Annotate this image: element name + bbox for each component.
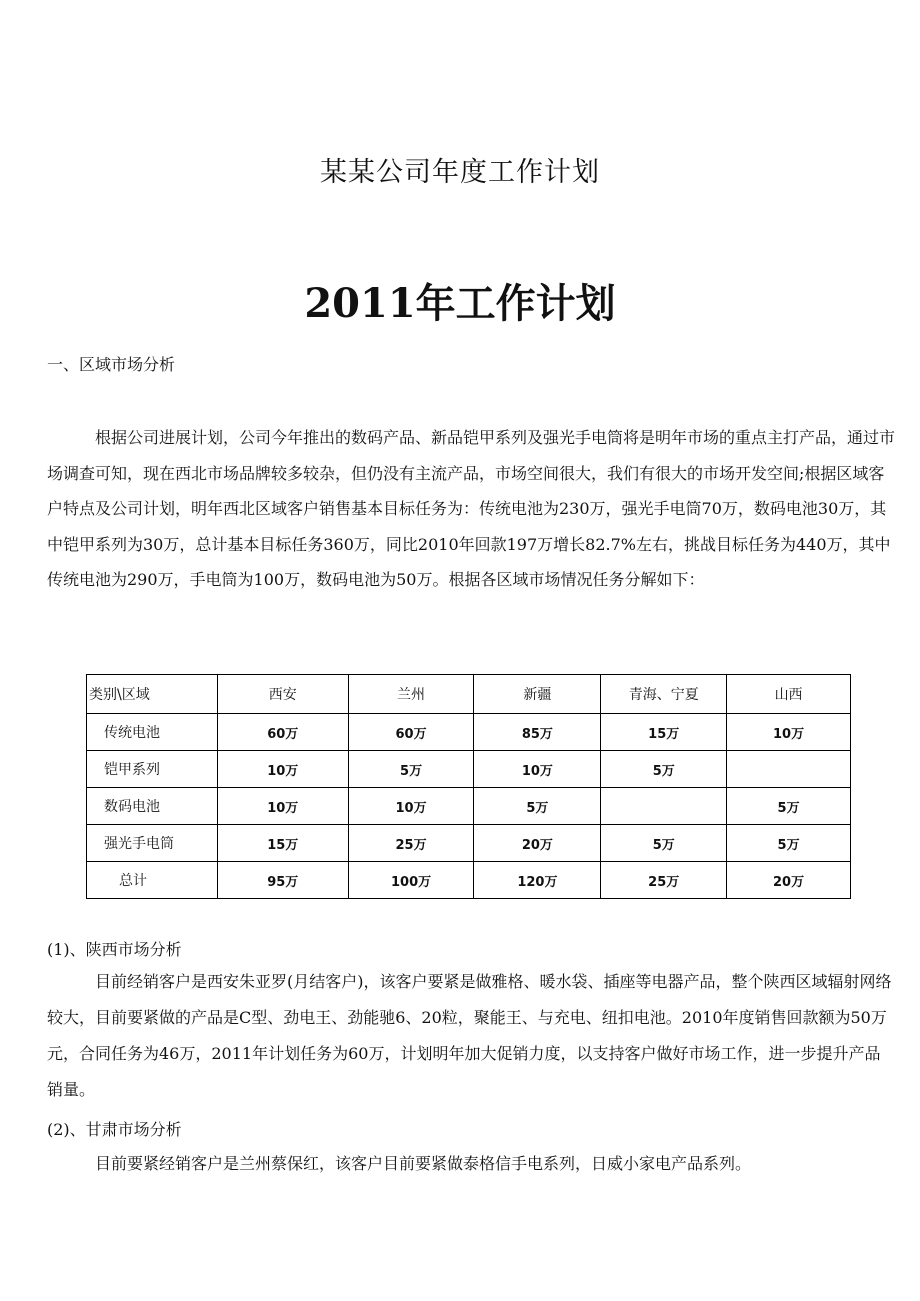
table-cell (727, 751, 851, 788)
shaanxi-paragraph: 目前经销客户是西安朱亚罗(月结客户)，该客户要紧是做雅格、暖水袋、插座等电器产品，整个陕西区域辐射网络较大，目前要紧做的产品是C型、劲电王、劲能驰6、20粒，聚能王、与充电、纽扣电池。2010年度销售回款额为50万元，合同任务为46万，2011年计划任务为60万，计划明年加大促销力度，以支持客户做好市场工作，进一步提升产品销量。 (47, 972, 892, 1099)
section-heading-gansu: (2)、甘肃市场分析 (47, 1120, 182, 1139)
gansu-paragraph: 目前要紧经销客户是兰州蔡保红，该客户目前要紧做泰格信手电系列，日威小家电产品系列。 (95, 1154, 752, 1173)
table-cell: 10万 (474, 751, 601, 788)
table-header-cell: 兰州 (348, 675, 474, 714)
table-cell: 5万 (348, 751, 474, 788)
section-heading-regional-analysis: 一、区域市场分析 (47, 355, 176, 374)
table-cell: 25万 (601, 862, 727, 899)
table-cell: 120万 (474, 862, 601, 899)
table-row-label: 铠甲系列 (87, 751, 218, 788)
table-cell: 10万 (727, 714, 851, 751)
table-cell: 10万 (348, 788, 474, 825)
section-heading-shaanxi: (1)、陕西市场分析 (47, 940, 182, 959)
table-header-row (87, 675, 851, 714)
table-cell: 60万 (217, 714, 348, 751)
table-cell: 5万 (474, 788, 601, 825)
table-cell: 20万 (727, 862, 851, 899)
table-header-cell: 西安 (217, 675, 348, 714)
table-cell: 5万 (727, 788, 851, 825)
table-header-cell: 山西 (727, 675, 851, 714)
table-row-label: 强光手电筒 (87, 825, 218, 862)
table-row (87, 825, 851, 862)
table-cell: 5万 (601, 825, 727, 862)
table-row (87, 788, 851, 825)
table-header-cell: 类别\区域 (87, 675, 218, 714)
table-cell: 20万 (474, 825, 601, 862)
document-title: 某某公司年度工作计划 (320, 157, 600, 188)
table-header-cell: 新疆 (474, 675, 601, 714)
table-cell: 95万 (217, 862, 348, 899)
table-cell (601, 788, 727, 825)
table-cell: 10万 (217, 751, 348, 788)
table-row-label: 总计 (87, 862, 218, 899)
table-cell: 15万 (601, 714, 727, 751)
regional-analysis-paragraph: 根据公司进展计划，公司今年推出的数码产品、新品铠甲系列及强光手电筒将是明年市场的重点主打产品，通过市场调查可知，现在西北市场品牌较多较杂，但仍没有主流产品，市场空间很大，我们有很大的市场开发空间;根据区域客户特点及公司计划，明年西北区域客户销售基本目标任务为：传统电池为230万，强光手电筒70万，数码电池30万，其中铠甲系列为30万，总计基本目标任务360万，同比2010年回款197万增长82.7%左右，挑战目标任务为440万，其中传统电池为290万，手电筒为100万，数码电池为50万。根据各区域市场情况任务分解如下： (47, 428, 896, 589)
table-row-total (87, 862, 851, 899)
table-row (87, 714, 851, 751)
table-cell: 100万 (348, 862, 474, 899)
table-cell: 10万 (217, 788, 348, 825)
table-cell: 85万 (474, 714, 601, 751)
regional-sales-table (86, 674, 851, 899)
table-cell: 15万 (217, 825, 348, 862)
table-cell: 25万 (348, 825, 474, 862)
table-row-label: 数码电池 (87, 788, 218, 825)
table-row (87, 751, 851, 788)
table-header-cell: 青海、宁夏 (601, 675, 727, 714)
table-cell: 5万 (601, 751, 727, 788)
table-row-label: 传统电池 (87, 714, 218, 751)
table-cell: 5万 (727, 825, 851, 862)
year-plan-title: 2011年工作计划 (304, 280, 616, 327)
table-cell: 60万 (348, 714, 474, 751)
